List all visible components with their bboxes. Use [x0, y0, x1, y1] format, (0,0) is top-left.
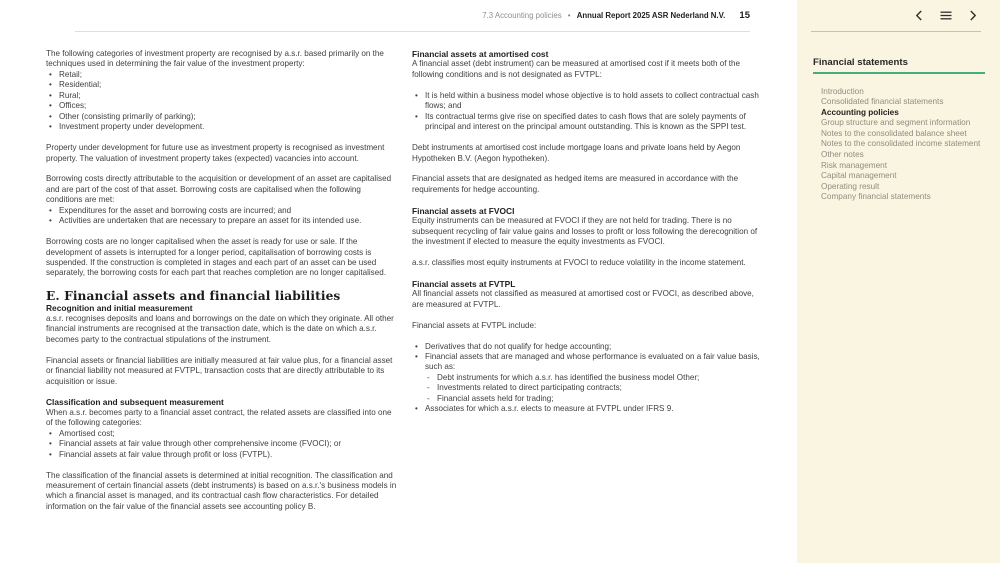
sidebar-item-capital-management[interactable]: Capital management	[821, 171, 897, 181]
fvtpl-sub-list	[425, 373, 764, 404]
classification-bullet-list	[46, 429, 398, 460]
list-item: • Residential;	[46, 80, 398, 90]
pager-controls	[913, 7, 979, 26]
paragraph: The following categories of investment property are recognised by a.s.r. based primarily on the techniques used in determining the fair value of the investment property:	[46, 49, 384, 69]
paragraph: a.s.r. classifies most equity instruments at FVOCI to reduce volatility in the income statement.	[412, 257, 746, 267]
paragraph: Financial assets or financial liabilities are initially measured at fair value plus, for a financial asset or financial liability not measured at FVTPL, transaction costs that are directly attributable to its acquisition or issue.	[46, 355, 393, 386]
sidebar-item-other-notes[interactable]: Other notes	[821, 150, 864, 160]
sidebar-nav-list	[813, 87, 985, 204]
sidebar-item-notes-balance-sheet[interactable]: Notes to the consolidated balance sheet	[821, 128, 967, 138]
sidebar-item-consolidated-financial-statements[interactable]: Consolidated financial statements	[821, 97, 944, 107]
list-item: • Financial assets at fair value through profit or loss (FVTPL).	[46, 450, 398, 460]
sidebar-item-notes-income-statement[interactable]: Notes to the consolidated income statement	[821, 139, 981, 149]
borrowing-bullet-list	[46, 206, 398, 227]
paragraph: Financial assets at FVTPL include:	[412, 320, 537, 330]
page-header	[482, 10, 750, 21]
paragraph: The classification of the financial assets is determined at initial recognition. The classification and measurement of certain financial assets (debt instruments) is based on a.s.r.'s business models in which a financial asset is managed, and its contractual cash flow characteristics. For detailed information on the fair value of the financial assets see accounting policy B.	[46, 470, 397, 511]
list-item: • Associates for which a.s.r. elects to measure at FVTPL under IFRS 9.	[412, 404, 764, 414]
paragraph: Borrowing costs directly attributable to the acquisition or development of an asset are capitalised and are part of the cost of that asset. Borrowing costs are capitalised when the following conditions are met:	[46, 174, 392, 205]
section-heading-financial-assets: E. Financial assets and financial liabilities	[46, 289, 341, 304]
menu-button[interactable]	[938, 7, 954, 26]
paragraph: Debt instruments at amortised cost include mortgage loans and private loans held by Aegon Hypotheken B.V. (Aegon hypotheken).	[412, 143, 741, 163]
sidebar-content	[813, 57, 985, 203]
subheading-fvtpl: Financial assets at FVTPL	[412, 278, 516, 289]
hamburger-menu-icon	[940, 9, 952, 24]
subheading-recognition: Recognition and initial measurement	[46, 303, 193, 314]
sub-list-item: - Investments related to direct participating contracts;	[425, 383, 764, 393]
header-divider	[75, 31, 750, 32]
chevron-right-icon	[969, 9, 977, 24]
page-number: 15	[739, 10, 750, 21]
breadcrumb-separator-dot: •	[567, 11, 571, 20]
list-item: • Amortised cost;	[46, 429, 398, 439]
list-item	[412, 352, 764, 404]
sidebar-item-accounting-policies[interactable]: Accounting policies	[821, 107, 899, 117]
paragraph: All financial assets not classified as measured at amortised cost or FVOCI, as described above, are measured at FVTPL.	[412, 289, 754, 309]
paragraph: Equity instruments can be measured at FVOCI if they are not held for trading. There is no subsequent recycling of fair value gains and losses to profit or loss following the derecognition of the investment if elected to measure the equity investments as FVOCI.	[412, 216, 758, 247]
sidebar-item-company-financial-statements[interactable]: Company financial statements	[821, 192, 931, 202]
list-item: • Offices;	[46, 101, 398, 111]
subheading-amortised-cost: Financial assets at amortised cost	[412, 49, 549, 59]
list-item: • Other (consisting primarily of parking);	[46, 112, 398, 122]
list-item: • Expenditures for the asset and borrowing costs are incurred; and	[46, 206, 398, 216]
sidebar-item-risk-management[interactable]: Risk management	[821, 160, 887, 170]
right-text-column	[412, 49, 764, 425]
paragraph: Property under development for future use as investment property is recognised as investment property. The valuation of investment property takes (expected) vacancies into account.	[46, 143, 385, 163]
paragraph: a.s.r. recognises deposits and loans and borrowings on the date on which they originate. All other financial instruments are recognised at the transaction date, which is the date on which a.s.r. becomes party to the contractual stipulations of the instrument.	[46, 313, 394, 344]
left-text-column	[46, 49, 398, 523]
list-item: • It is held within a business model whose objective is to hold assets to collect contractual cash flows; and	[412, 91, 764, 112]
sidebar-title-underline	[813, 72, 985, 74]
amortised-bullet-list	[412, 91, 764, 133]
subheading-fvoci: Financial assets at FVOCI	[412, 205, 515, 216]
list-item: • Financial assets at fair value through other comprehensive income (FVOCI); or	[46, 439, 398, 449]
sidebar-item-introduction[interactable]: Introduction	[821, 86, 864, 96]
list-item: • Activities are undertaken that are necessary to prepare an asset for its intended use.	[46, 216, 398, 226]
list-item: • Derivatives that do not qualify for hedge accounting;	[412, 342, 764, 352]
sub-list-item: - Financial assets held for trading;	[425, 394, 764, 404]
paragraph: When a.s.r. becomes party to a financial asset contract, the related assets are classified into one of the following categories:	[46, 407, 392, 428]
list-item: • Retail;	[46, 70, 398, 80]
sidebar-title: Financial statements	[813, 57, 908, 68]
fvtpl-bullet-list	[412, 342, 764, 415]
paragraph: A financial asset (debt instrument) can be measured at amortised cost if it meets both of the following conditions and is not designated as FVTPL:	[412, 59, 740, 79]
categories-bullet-list	[46, 70, 398, 133]
list-item: • Rural;	[46, 91, 398, 101]
sub-list-item: - Debt instruments for which a.s.r. has identified the business model Other;	[425, 373, 764, 383]
paragraph: Borrowing costs are no longer capitalised when the asset is ready for use or sale. If the development of assets is interrupted for a longer period, capitalisation of borrowing costs is suspended. If the construction is completed in stages and each part of an asset can be used separately, the borrowing costs for each part that reaches completion are no longer capitalised.	[46, 237, 386, 278]
subheading-classification: Classification and subsequent measurement	[46, 397, 224, 408]
sidebar-item-operating-result[interactable]: Operating result	[821, 181, 880, 191]
next-page-button[interactable]	[967, 7, 979, 26]
breadcrumb: 7.3 Accounting policies	[482, 11, 562, 20]
list-item: • Its contractual terms give rise on specified dates to cash flows that are solely payments of principal and interest on the principal amount outstanding. This is known as the SPPI test.	[412, 112, 764, 133]
report-title: Annual Report 2025 ASR Nederland N.V.	[576, 11, 726, 20]
sidebar-divider	[811, 31, 981, 32]
list-item: • Investment property under development.	[46, 122, 398, 132]
sidebar-item-group-structure[interactable]: Group structure and segment information	[821, 118, 971, 128]
paragraph: Financial assets that are designated as hedged items are measured in accordance with the requirements for hedge accounting.	[412, 174, 739, 194]
chevron-left-icon	[915, 9, 923, 24]
list-item-text: Financial assets that are managed and whose performance is evaluated on a fair value basis, such as:	[425, 352, 760, 372]
previous-page-button[interactable]	[913, 7, 925, 26]
table-of-contents-sidebar	[797, 0, 1000, 563]
